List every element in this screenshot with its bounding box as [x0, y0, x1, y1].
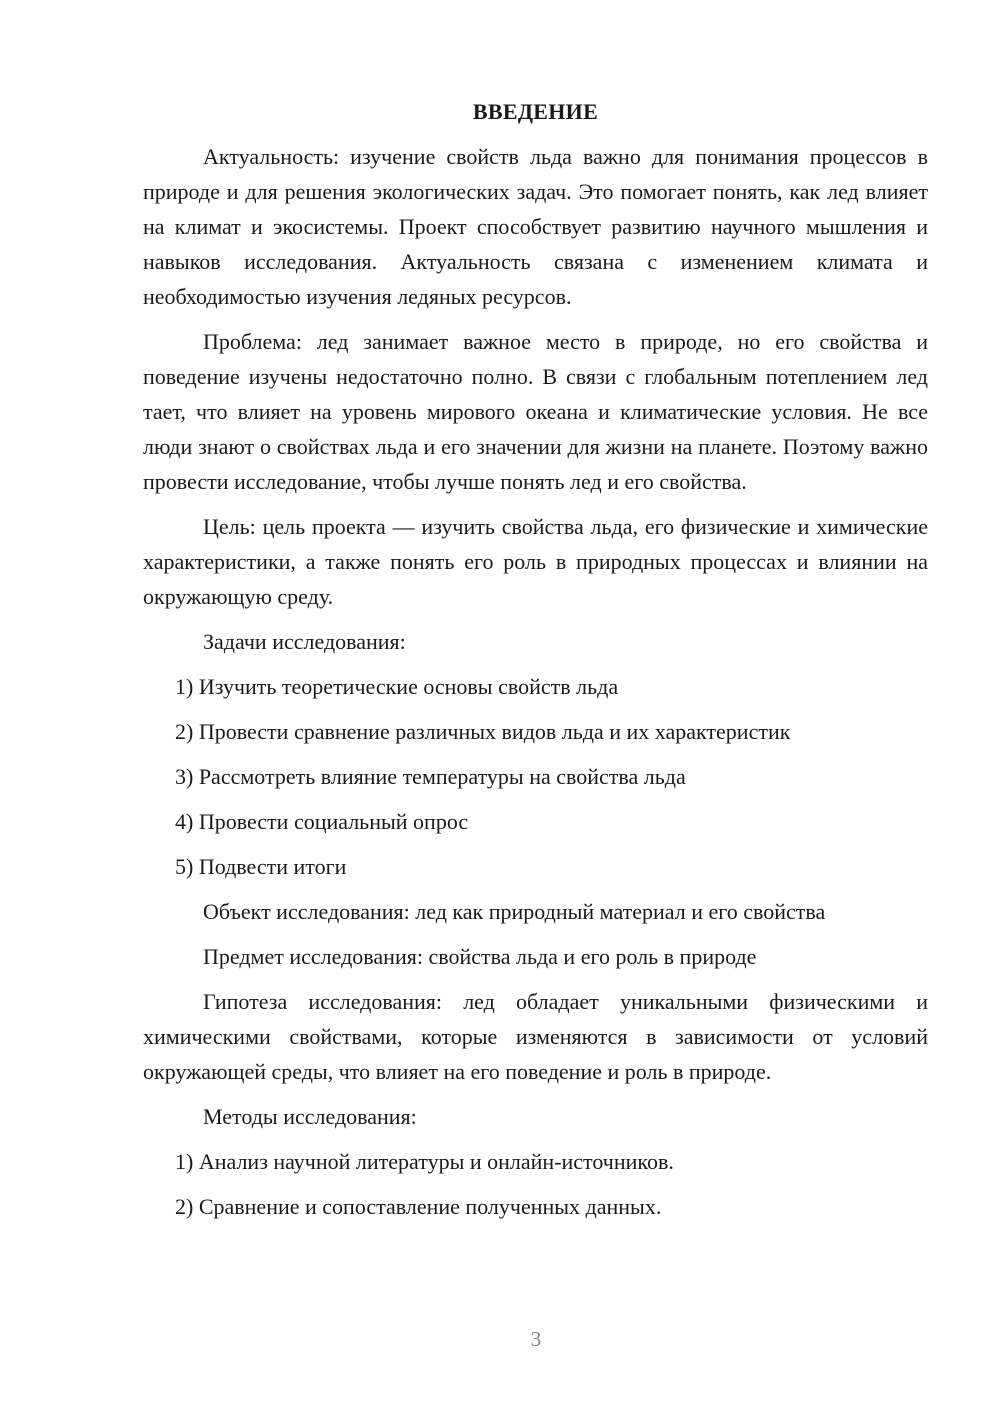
- subject-paragraph: Предмет исследования: свойства льда и его роль в природе: [203, 944, 757, 969]
- hypothesis-paragraph: Гипотеза исследования: лед обладает уникальными физическими и химическими свойствами, которые изменяются в зависимости от условий окружающей среды, что влияет на его поведение и роль в природе.: [143, 989, 928, 1084]
- list-item: 4) Провести социальный опрос: [175, 809, 469, 834]
- list-item: 2) Сравнение и сопоставление полученных данных.: [175, 1194, 662, 1219]
- tasks-list: [143, 669, 928, 884]
- methods-list: [143, 1144, 928, 1224]
- list-item: 1) Анализ научной литературы и онлайн-источников.: [175, 1149, 674, 1174]
- list-item: 3) Рассмотреть влияние температуры на свойства льда: [175, 764, 686, 789]
- list-item: 1) Изучить теоретические основы свойств льда: [175, 674, 619, 699]
- problem-paragraph: Проблема: лед занимает важное место в природе, но его свойства и поведение изучены недостаточно полно. В связи с глобальным потеплением лед тает, что влияет на уровень мирового океана и климатические условия. Не все люди знают о свойствах льда и его значении для жизни на планете. Поэтому важно провести исследование, чтобы лучше понять лед и его свойства.: [143, 329, 928, 494]
- section-title: ВВЕДЕНИЕ: [472, 99, 599, 124]
- list-item: 2) Провести сравнение различных видов льда и их характеристик: [175, 719, 791, 744]
- object-paragraph: Объект исследования: лед как природный материал и его свойства: [203, 899, 826, 924]
- relevance-paragraph: Актуальность: изучение свойств льда важно для понимания процессов в природе и для решения экологических задач. Это помогает понять, как лед влияет на климат и экосистемы. Проект способствует развитию научного мышления и навыков исследования. Актуальность связана с изменением климата и необходимостью изучения ледяных ресурсов.: [143, 144, 928, 309]
- tasks-heading: Задачи исследования:: [203, 629, 406, 654]
- document-page: [143, 95, 928, 1234]
- list-item: 5) Подвести итоги: [175, 854, 347, 879]
- goal-paragraph: Цель: цель проекта — изучить свойства льда, его физические и химические характеристики, а также понять его роль в природных процессах и влиянии на окружающую среду.: [143, 514, 928, 609]
- methods-heading: Методы исследования:: [203, 1104, 417, 1129]
- page-number: 3: [530, 1327, 542, 1351]
